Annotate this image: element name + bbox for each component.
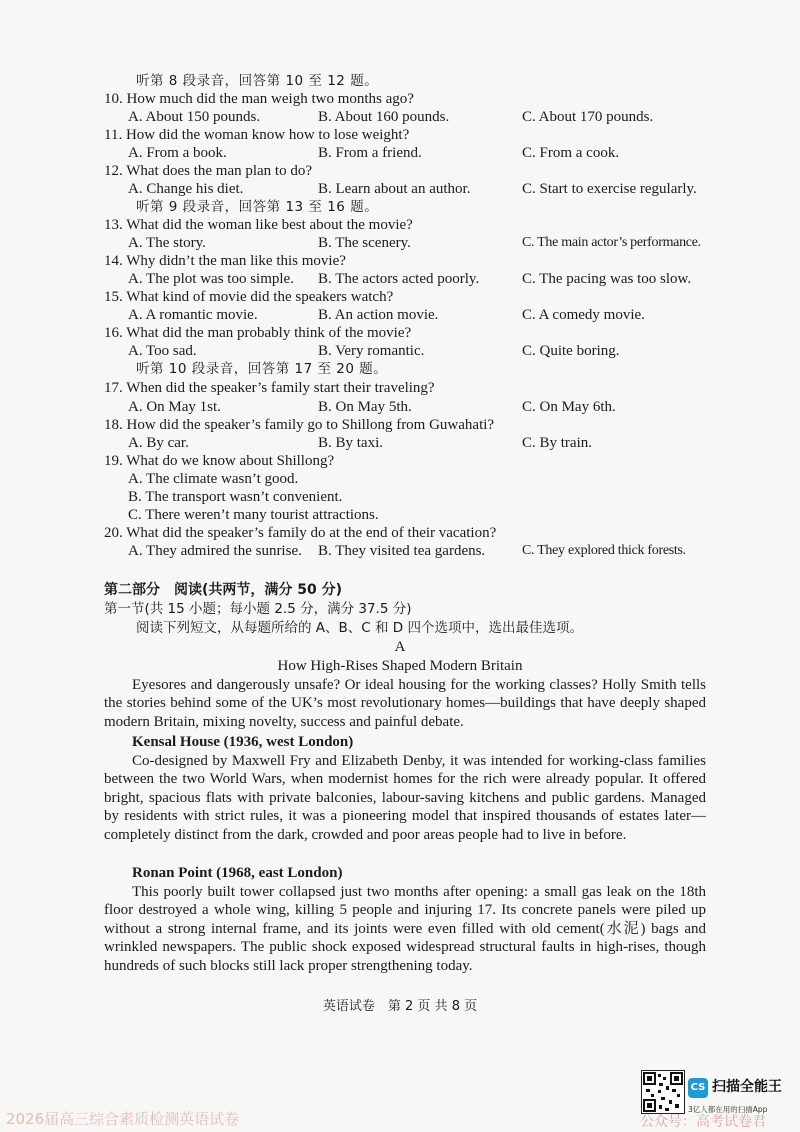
reading-instructions: 阅读下列短文，从每题所给的 A、B、C 和 D 四个选项中，选出最佳选项。 — [136, 620, 583, 636]
question-13-option-c: C. The main actor’s performance. — [522, 235, 701, 250]
question-14-option-a: A. The plot was too simple. — [128, 271, 294, 287]
question-15-stem: 15. What kind of movie did the speakers watch? — [104, 289, 394, 305]
question-11-option-a: A. From a book. — [128, 145, 227, 161]
reading-part-title: 第二部分 阅读(共两节，满分 50 分) — [104, 582, 343, 598]
question-13-option-b: B. The scenery. — [318, 235, 411, 251]
reading-section-title: 第一节(共 15 小题；每小题 2.5 分，满分 37.5 分) — [104, 601, 412, 617]
scanner-app-slogan: 3亿人都在用的扫描App — [688, 1105, 768, 1114]
question-19-stem: 19. What do we know about Shillong? — [104, 453, 335, 469]
question-20-option-a: A. They admired the sunrise. — [128, 543, 302, 559]
question-10-option-c: C. About 170 pounds. — [522, 109, 654, 125]
qr-code-icon — [641, 1070, 685, 1114]
question-20-stem: 20. What did the speaker’s family do at the end of their vacation? — [104, 525, 497, 541]
page-footer: 英语试卷 第 2 页 共 8 页 — [322, 999, 478, 1014]
ronan-point-heading: Ronan Point (1968, east London) — [132, 865, 343, 881]
question-16-option-c: C. Quite boring. — [522, 343, 620, 359]
question-13-stem: 13. What did the woman like best about the movie? — [104, 217, 413, 233]
passage-title: How High-Rises Shaped Modern Britain — [277, 658, 523, 674]
question-15-option-b: B. An action movie. — [318, 307, 439, 323]
passage-intro: Eyesores and dangerously unsafe? Or ideal housing for the working classes? Holly Smith tells the stories behind some of the UK’s most revolutionary homes—buildings that have deeply shaped modern Britain, mixing novelty, success and painful debate. — [104, 677, 706, 730]
scanner-app-name: 扫描全能王 — [712, 1079, 782, 1095]
question-11-option-b: B. From a friend. — [318, 145, 422, 161]
question-15-option-c: C. A comedy movie. — [522, 307, 645, 323]
question-12-option-b: B. Learn about an author. — [318, 181, 471, 197]
question-12-option-a: A. Change his diet. — [128, 181, 244, 197]
ronan-point-text: This poorly built tower collapsed just two months after opening: a small gas leak on the 18th floor destroyed a whole wing, killing 5 people and injuring 17. Its concrete panels were piled up without a strong internal frame, and its joints were even filled with old cement(水泥) bags and wrinkled newspapers. The public shock exposed widespread structural faults in high-rises, though hundreds of such blocks still lack proper strengthening today. — [104, 884, 706, 974]
question-17-stem: 17. When did the speaker’s family start their traveling? — [104, 380, 435, 396]
question-14-option-b: B. The actors acted poorly. — [318, 271, 480, 287]
listening-passage9-header: 听第 9 段录音，回答第 13 至 16 题。 — [136, 199, 379, 215]
question-18-option-b: B. By taxi. — [318, 435, 384, 451]
passage-letter: A — [394, 639, 406, 655]
watermark-account: 公众号：高考试卷君 — [640, 1114, 766, 1130]
question-13-option-a: A. The story. — [128, 235, 206, 251]
kensal-house-text: Co-designed by Maxwell Fry and Elizabeth Denby, it was intended for working-class families between the two World Wars, when modernist homes for the rich were already popular. It offered bright, spacious flats with private balconies, labour-saving kitchens and public gardens. Managed by residents with strict rules, it was a pioneering model that inspired thousands of estates later—completely distinct from the dark, crowded and poor areas people had to live in before. — [104, 753, 706, 843]
question-14-stem: 14. Why didn’t the man like this movie? — [104, 253, 346, 269]
question-17-option-a: A. On May 1st. — [128, 399, 221, 415]
question-16-option-a: A. Too sad. — [128, 343, 197, 359]
question-18-stem: 18. How did the speaker’s family go to Shillong from Guwahati? — [104, 417, 495, 433]
question-10-option-b: B. About 160 pounds. — [318, 109, 450, 125]
question-20-option-c: C. They explored thick forests. — [522, 543, 686, 558]
question-18-option-a: A. By car. — [128, 435, 189, 451]
question-19-option-c: C. There weren’t many tourist attractions. — [128, 507, 379, 523]
question-11-stem: 11. How did the woman know how to lose weight? — [104, 127, 410, 143]
kensal-house-heading: Kensal House (1936, west London) — [132, 734, 354, 750]
watermark-exam-name: 2026届高三综合素质检测英语试卷 — [6, 1110, 240, 1128]
scanner-app-logo-icon: CS — [688, 1078, 708, 1098]
question-16-option-b: B. Very romantic. — [318, 343, 425, 359]
question-14-option-c: C. The pacing was too slow. — [522, 271, 692, 287]
question-18-option-c: C. By train. — [522, 435, 592, 451]
question-17-option-b: B. On May 5th. — [318, 399, 412, 415]
question-16-stem: 16. What did the man probably think of the movie? — [104, 325, 412, 341]
question-12-option-c: C. Start to exercise regularly. — [522, 181, 697, 197]
listening-passage10-header: 听第 10 段录音，回答第 17 至 20 题。 — [136, 361, 388, 377]
question-10-option-a: A. About 150 pounds. — [128, 109, 261, 125]
question-12-stem: 12. What does the man plan to do? — [104, 163, 313, 179]
question-19-option-b: B. The transport wasn’t convenient. — [128, 489, 343, 505]
listening-passage8-header: 听第 8 段录音，回答第 10 至 12 题。 — [136, 73, 379, 89]
question-10-stem: 10. How much did the man weigh two months ago? — [104, 91, 414, 107]
question-20-option-b: B. They visited tea gardens. — [318, 543, 486, 559]
question-15-option-a: A. A romantic movie. — [128, 307, 258, 323]
question-11-option-c: C. From a cook. — [522, 145, 620, 161]
question-19-option-a: A. The climate wasn’t good. — [128, 471, 299, 487]
question-17-option-c: C. On May 6th. — [522, 399, 616, 415]
